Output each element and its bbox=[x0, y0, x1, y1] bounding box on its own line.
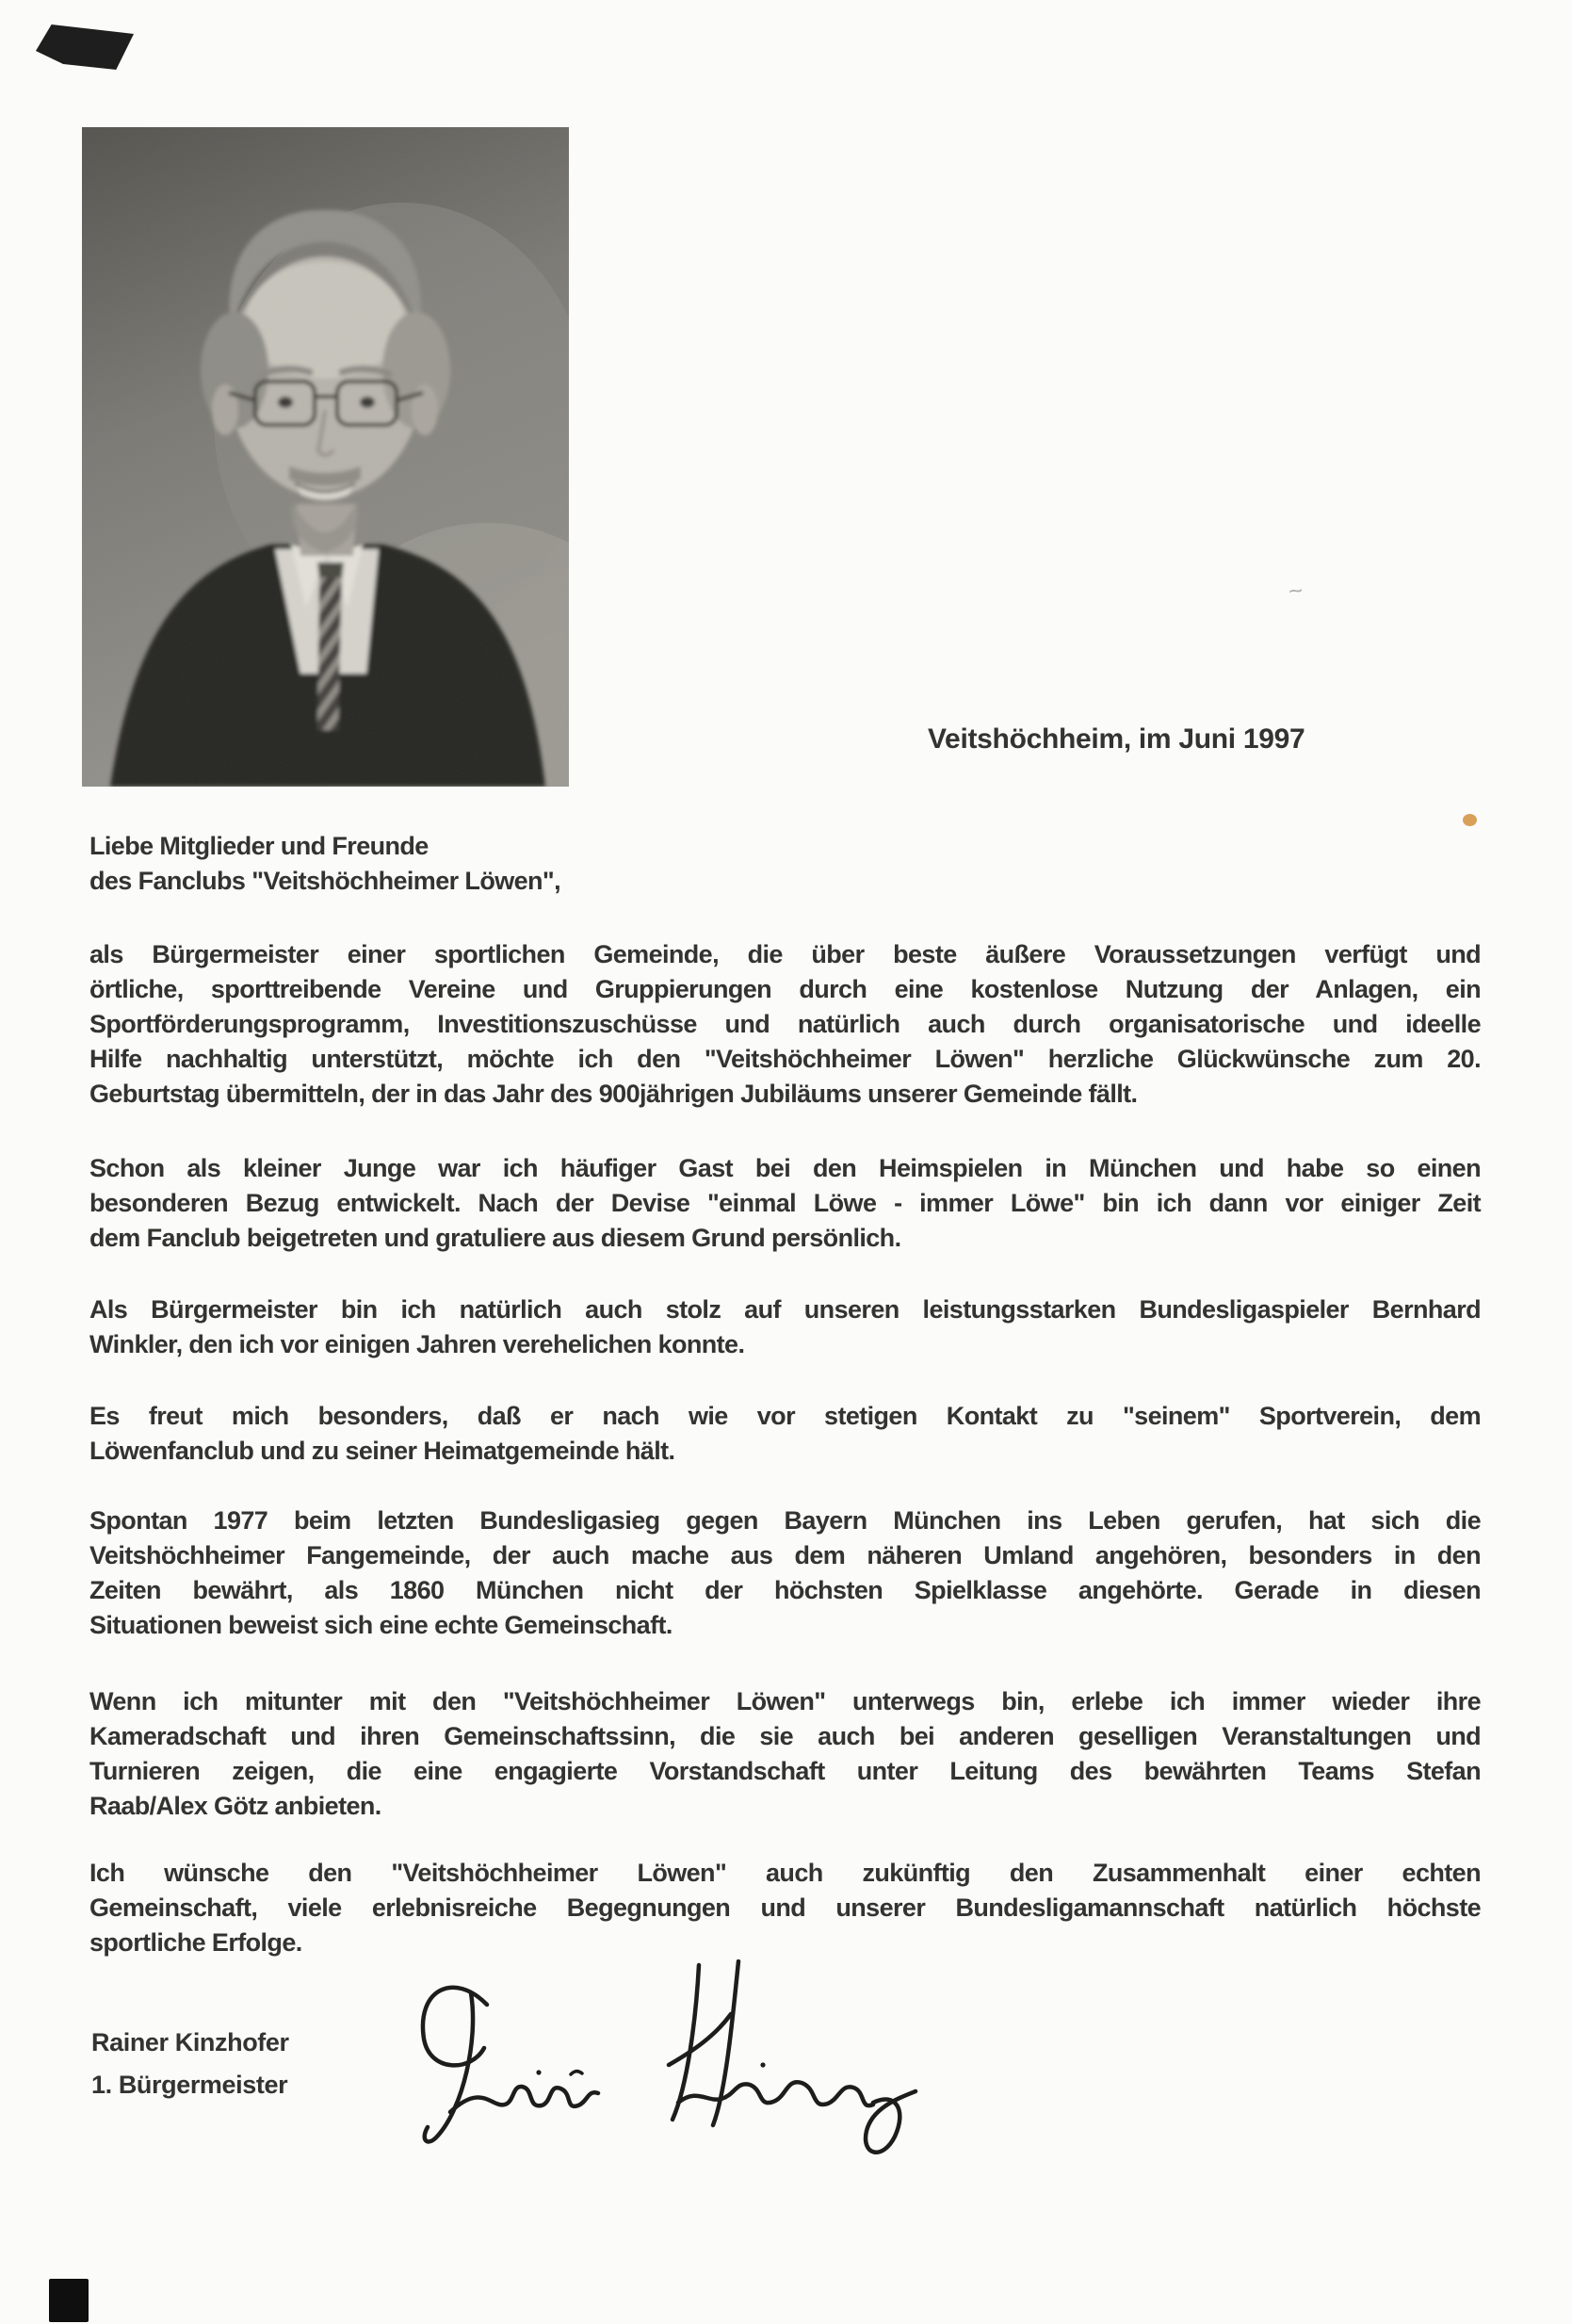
text-line: Es freut mich besonders, daß er nach wie vor stetigen Kontakt zu "seinem" Sportverein, dem bbox=[89, 1402, 1481, 1430]
salutation bbox=[89, 829, 937, 899]
text-line: Kameradschaft und ihren Gemeinschaftssinn, die sie auch bei anderen geselligen Veranstaltungen und bbox=[89, 1722, 1481, 1750]
text-line: Sportförderungsprogramm, Investitionszuschüsse und natürlich auch durch organisatorische und ideelle bbox=[89, 1010, 1481, 1038]
signature-block bbox=[91, 2022, 289, 2106]
text-line: Löwenfanclub und zu seiner Heimatgemeinde hält. bbox=[89, 1437, 675, 1465]
date-line: Veitshöchheim, im Juni 1997 bbox=[928, 723, 1305, 755]
text-line: Hilfe nachhaltig unterstützt, möchte ich den "Veitshöchheimer Löwen" herzliche Glückwünsche zum 20. bbox=[89, 1045, 1481, 1073]
text-line: Ich wünsche den "Veitshöchheimer Löwen" auch zukünftig den Zusammenhalt einer echten bbox=[89, 1859, 1481, 1887]
text-line: Situationen beweist sich eine echte Gemeinschaft. bbox=[89, 1611, 673, 1639]
scan-artifact-squiggle: ~ bbox=[1286, 576, 1304, 606]
text-line: Schon als kleiner Junge war ich häufiger Gast bei den Heimspielen in München und habe so einen bbox=[89, 1154, 1481, 1182]
text-line: sportliche Erfolge. bbox=[89, 1928, 302, 1957]
text-line: dem Fanclub beigetreten und gratuliere aus diesem Grund persönlich. bbox=[89, 1224, 901, 1252]
text-line: Spontan 1977 beim letzten Bundesligasieg gegen Bayern München ins Leben gerufen, hat sich die bbox=[89, 1506, 1481, 1535]
paragraph-5 bbox=[89, 1503, 1481, 1643]
handwritten-signature bbox=[396, 1959, 947, 2186]
signature-title: 1. Bürgermeister bbox=[91, 2071, 288, 2099]
text-line: Turnieren zeigen, die eine engagierte Vorstandschaft unter Leitung des bewährten Teams Stefan bbox=[89, 1757, 1481, 1785]
paragraph-4 bbox=[89, 1399, 1481, 1469]
text-line: Winkler, den ich vor einigen Jahren verehelichen konnte. bbox=[89, 1330, 745, 1358]
text-line: besonderen Bezug entwickelt. Nach der Devise "einmal Löwe - immer Löwe" bin ich dann vor einiger Zeit bbox=[89, 1189, 1481, 1217]
text-line: Liebe Mitglieder und Freunde bbox=[89, 832, 429, 860]
scan-artifact-orange-dot bbox=[1463, 814, 1477, 826]
paragraph-6 bbox=[89, 1684, 1481, 1824]
text-line: Raab/Alex Götz anbieten. bbox=[89, 1792, 381, 1820]
paragraph-7 bbox=[89, 1856, 1481, 1960]
scan-artifact-bottom-left bbox=[49, 2279, 89, 2322]
paragraph-3 bbox=[89, 1292, 1481, 1362]
text-line: des Fanclubs "Veitshöchheimer Löwen", bbox=[89, 867, 561, 895]
paragraph-2 bbox=[89, 1151, 1481, 1256]
text-line: Als Bürgermeister bin ich natürlich auch stolz auf unseren leistungsstarken Bundesligaspieler Bernhard bbox=[89, 1295, 1481, 1324]
scan-artifact-top-left bbox=[36, 23, 134, 70]
text-line: Gemeinschaft, viele erlebnisreiche Begegnungen und unserer Bundesligamannschaft natürlich höchste bbox=[89, 1893, 1481, 1922]
text-line: Wenn ich mitunter mit den "Veitshöchheimer Löwen" unterwegs bin, erlebe ich immer wieder ihre bbox=[89, 1687, 1481, 1715]
signature-name: Rainer Kinzhofer bbox=[91, 2028, 289, 2056]
text-line: Veitshöchheimer Fangemeinde, der auch mache aus dem näheren Umland angehören, besonders in den bbox=[89, 1541, 1481, 1569]
photo-grain-overlay bbox=[82, 127, 569, 787]
portrait-photo bbox=[82, 127, 569, 787]
text-line: örtliche, sporttreibende Vereine und Gruppierungen durch eine kostenlose Nutzung der Anlagen, ein bbox=[89, 975, 1481, 1003]
text-line: Geburtstag übermitteln, der in das Jahr des 900jährigen Jubiläums unserer Gemeinde fällt. bbox=[89, 1080, 1138, 1108]
text-line: Zeiten bewährt, als 1860 München nicht der höchsten Spielklasse angehörte. Gerade in diesen bbox=[89, 1576, 1481, 1604]
paragraph-1 bbox=[89, 937, 1481, 1112]
text-line: als Bürgermeister einer sportlichen Gemeinde, die über beste äußere Voraussetzungen verfügt und bbox=[89, 940, 1481, 968]
